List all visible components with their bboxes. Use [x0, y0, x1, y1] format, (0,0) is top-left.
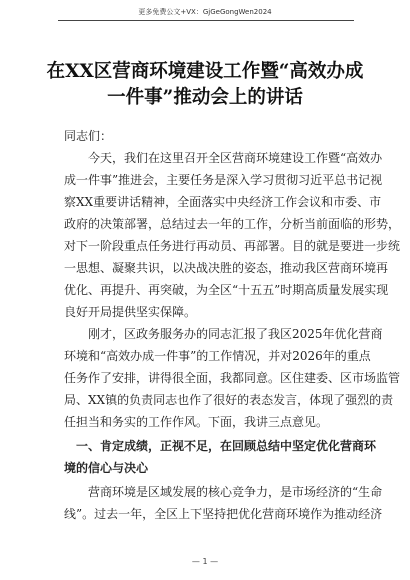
header-divider — [58, 20, 354, 21]
paragraph-line: 良好开局提供坚实保障。 — [64, 305, 197, 319]
paragraph-line: 今天，我们在这里召开全区营商环境建设工作暨“高效办 — [88, 151, 383, 165]
document-title-line-2: 一件事”推动会上的讲话 — [107, 87, 303, 108]
paragraph-line: 刚才，区政务服务办的同志汇报了我区2025年优化营商 — [88, 327, 383, 341]
page-number: — 1 — — [191, 557, 219, 566]
paragraph-line: 环境和“高效办成一件事”的工作情况，并对2026年的重点 — [64, 349, 371, 363]
paragraph-line: 局、XX镇的负责同志也作了很好的表态发言，体现了强烈的责 — [64, 393, 394, 407]
document-title-line-1: 在XX区营商环境建设工作暨“高效办成 — [46, 61, 364, 82]
section-heading-1-continued: 境的信心与决心 — [64, 461, 149, 475]
paragraph-line: 营商环境是区域发展的核心竞争力，是市场经济的“生命 — [88, 485, 383, 499]
paragraph-line: 任担当和务实的工作作风。下面，我讲三点意见。 — [64, 415, 329, 429]
paragraph-line: 对下一阶段重点任务进行再动员、再部署。目的就是要进一步统 — [64, 239, 401, 253]
paragraph-line: 成一件事”推进会，主要任务是深入学习贯彻习近平总书记视 — [64, 173, 383, 187]
paragraph-line: 优化、再提升、再突破，为全区“十五五”时期高质量发展实现 — [64, 283, 389, 297]
paragraph-line: 任务作了安排，讲得很全面，我都同意。区住建委、区市场监管 — [64, 371, 401, 385]
paragraph-line: 一思想、凝聚共识，以决战决胜的姿态，推动我区营商环境再 — [64, 261, 389, 275]
salutation: 同志们： — [64, 129, 113, 143]
paragraph-line: 政府的决策部署，总结过去一年的工作，分析当前面临的形势， — [64, 217, 401, 231]
section-heading-1: 一、肯定成绩，正视不足，在回顾总结中坚定优化营商环 — [76, 439, 377, 453]
paragraph-line: 察XX重要讲话精神，全面落实中央经济工作会议和市委、市 — [64, 195, 382, 209]
paragraph-line: 线”。过去一年，全区上下坚持把优化营商环境作为推动经济 — [64, 507, 383, 521]
header-note: 更多免费公文+VX：GjGeGongWen2024 — [138, 8, 272, 16]
